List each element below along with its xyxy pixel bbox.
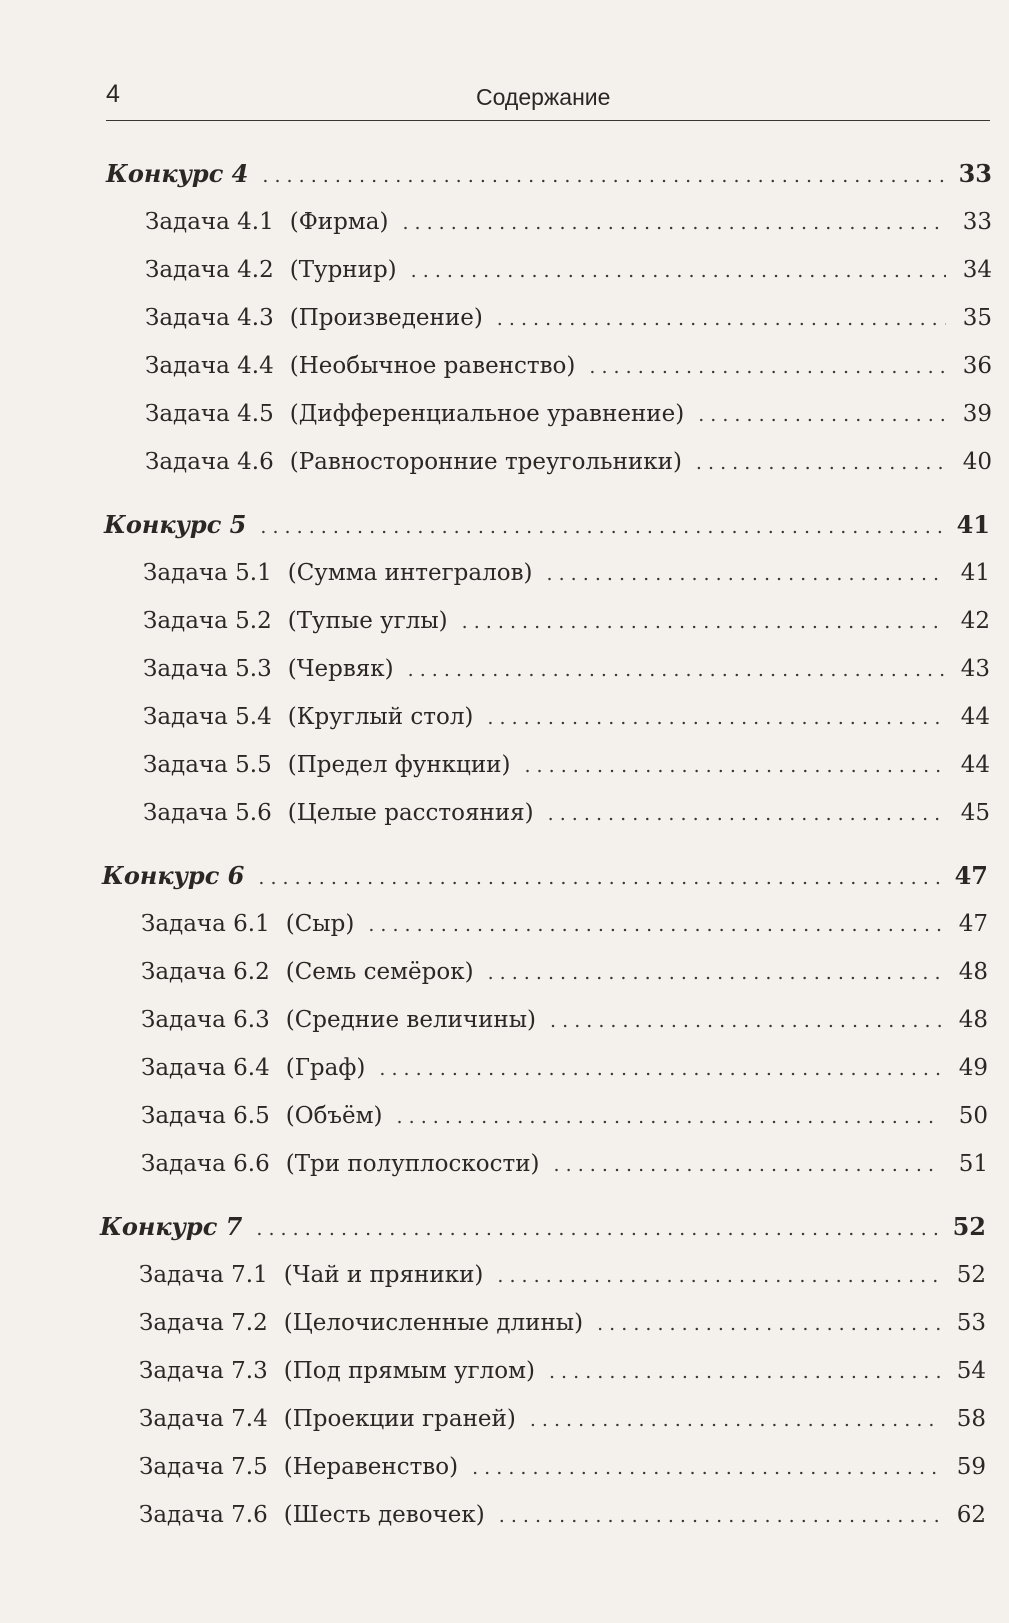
- task-name: (Фирма): [289, 209, 389, 235]
- task-name: (Турнир): [289, 257, 397, 283]
- task-name: (Семь семёрок): [285, 959, 474, 985]
- task-name: (Равносторонние треугольники): [289, 449, 682, 475]
- contest-entry-6: [102, 858, 988, 894]
- dot-leader: [258, 860, 940, 896]
- page-number: 4: [106, 80, 120, 108]
- task-page: 39: [962, 401, 992, 427]
- task-label: Задача 5.3: [143, 656, 272, 682]
- task-page: 36: [962, 353, 992, 379]
- dot-leader: [549, 1354, 940, 1390]
- dot-leader: [597, 1306, 940, 1342]
- task-name: (Проекции граней): [283, 1406, 516, 1432]
- task-name: (Круглый стол): [287, 704, 474, 730]
- toc-entry-6-5: [141, 1098, 988, 1134]
- task-page: 35: [962, 305, 992, 331]
- task-label: Задача 4.6: [145, 449, 274, 475]
- task-page: 48: [958, 1007, 988, 1033]
- task-page: 47: [958, 911, 988, 937]
- dot-leader: [524, 748, 944, 784]
- dot-leader: [548, 796, 944, 832]
- task-label: Задача 6.1: [141, 911, 270, 937]
- task-name: (Произведение): [289, 305, 483, 331]
- task-label: Задача 4.4: [145, 353, 274, 379]
- dot-leader: [550, 1003, 942, 1039]
- task-page: 43: [960, 656, 990, 682]
- dot-leader: [260, 509, 942, 545]
- task-name: (Шесть девочек): [283, 1502, 485, 1528]
- contest-entry-4: [106, 156, 992, 192]
- task-page: 50: [958, 1103, 988, 1129]
- contest-page: 33: [958, 159, 992, 188]
- task-name: (Объём): [285, 1103, 383, 1129]
- toc-entry-7-3: [139, 1353, 986, 1389]
- task-name: (Неравенство): [283, 1454, 459, 1480]
- task-page: 44: [960, 704, 990, 730]
- task-page: 40: [962, 449, 992, 475]
- task-label: Задача 7.5: [139, 1454, 268, 1480]
- task-label: Задача 7.6: [139, 1502, 268, 1528]
- toc-entry-7-6: [139, 1497, 986, 1533]
- dot-leader: [262, 158, 944, 194]
- dot-leader: [499, 1498, 940, 1534]
- dot-leader: [488, 955, 942, 991]
- dot-leader: [547, 556, 944, 592]
- dot-leader: [696, 445, 946, 481]
- contest-title: Конкурс 7: [100, 1212, 243, 1241]
- contest-page: 52: [952, 1212, 986, 1241]
- task-name: (Целочисленные длины): [283, 1310, 584, 1336]
- toc-entry-5-4: [143, 699, 990, 735]
- task-label: Задача 5.5: [143, 752, 272, 778]
- task-label: Задача 7.1: [139, 1262, 268, 1288]
- task-name: (Тупые углы): [287, 608, 448, 634]
- task-name: (Сыр): [285, 911, 355, 937]
- task-name: (Необычное равенство): [289, 353, 576, 379]
- contest-entry-7: [100, 1209, 986, 1245]
- dot-leader: [698, 397, 946, 433]
- task-name: (Червяк): [287, 656, 394, 682]
- dot-leader: [256, 1211, 938, 1247]
- task-page: 41: [960, 560, 990, 586]
- toc-entry-4-1: [145, 204, 992, 240]
- task-page: 62: [956, 1502, 986, 1528]
- toc-entry-5-2: [143, 603, 990, 639]
- task-name: (Три полуплоскости): [285, 1151, 540, 1177]
- dot-leader: [408, 652, 944, 688]
- task-page: 59: [956, 1454, 986, 1480]
- task-page: 44: [960, 752, 990, 778]
- task-label: Задача 6.3: [141, 1007, 270, 1033]
- task-label: Задача 4.3: [145, 305, 274, 331]
- toc-entry-4-3: [145, 300, 992, 336]
- toc-entry-6-3: [141, 1002, 988, 1038]
- task-page: 54: [956, 1358, 986, 1384]
- task-page: 42: [960, 608, 990, 634]
- toc-entry-7-2: [139, 1305, 986, 1341]
- task-name: (Средние величины): [285, 1007, 537, 1033]
- toc-entry-4-6: [145, 444, 992, 480]
- toc-entry-7-5: [139, 1449, 986, 1485]
- toc-entry-6-1: [141, 906, 988, 942]
- dot-leader: [462, 604, 944, 640]
- header-title: Содержание: [476, 84, 611, 110]
- toc-entry-6-6: [141, 1146, 988, 1182]
- toc-entry-5-5: [143, 747, 990, 783]
- task-page: 51: [958, 1151, 988, 1177]
- dot-leader: [497, 301, 946, 337]
- task-name: (Предел функции): [287, 752, 511, 778]
- task-label: Задача 4.5: [145, 401, 274, 427]
- task-page: 52: [956, 1262, 986, 1288]
- task-label: Задача 6.5: [141, 1103, 270, 1129]
- task-name: (Дифференциальное уравнение): [289, 401, 685, 427]
- toc-entry-5-1: [143, 555, 990, 591]
- toc-entry-6-4: [141, 1050, 988, 1086]
- dot-leader: [368, 907, 942, 943]
- task-label: Задача 5.2: [143, 608, 272, 634]
- dot-leader: [487, 700, 944, 736]
- task-page: 53: [956, 1310, 986, 1336]
- dot-leader: [411, 253, 946, 289]
- contest-page: 41: [956, 510, 990, 539]
- task-label: Задача 6.2: [141, 959, 270, 985]
- dot-leader: [497, 1258, 940, 1294]
- toc-entry-5-6: [143, 795, 990, 831]
- task-label: Задача 7.2: [139, 1310, 268, 1336]
- task-name: (Чай и пряники): [283, 1262, 484, 1288]
- task-label: Задача 7.3: [139, 1358, 268, 1384]
- task-page: 48: [958, 959, 988, 985]
- contest-title: Конкурс 6: [102, 861, 245, 890]
- task-page: 58: [956, 1406, 986, 1432]
- toc-entry-6-2: [141, 954, 988, 990]
- contest-title: Конкурс 4: [106, 159, 249, 188]
- dot-leader: [589, 349, 946, 385]
- dot-leader: [530, 1402, 940, 1438]
- task-label: Задача 7.4: [139, 1406, 268, 1432]
- task-label: Задача 5.1: [143, 560, 272, 586]
- task-name: (Целые расстояния): [287, 800, 534, 826]
- task-label: Задача 4.1: [145, 209, 274, 235]
- task-page: 45: [960, 800, 990, 826]
- contest-page: 47: [954, 861, 988, 890]
- task-name: (Под прямым углом): [283, 1358, 535, 1384]
- dot-leader: [472, 1450, 940, 1486]
- toc-entry-4-2: [145, 252, 992, 288]
- dot-leader: [397, 1099, 942, 1135]
- dot-leader: [379, 1051, 942, 1087]
- dot-leader: [554, 1147, 942, 1183]
- contest-entry-5: [104, 507, 990, 543]
- task-page: 33: [962, 209, 992, 235]
- task-name: (Сумма интегралов): [287, 560, 533, 586]
- task-label: Задача 4.2: [145, 257, 274, 283]
- task-label: Задача 6.6: [141, 1151, 270, 1177]
- toc-entry-4-4: [145, 348, 992, 384]
- task-page: 49: [958, 1055, 988, 1081]
- task-label: Задача 5.6: [143, 800, 272, 826]
- toc-entry-5-3: [143, 651, 990, 687]
- toc-entry-7-4: [139, 1401, 986, 1437]
- task-label: Задача 6.4: [141, 1055, 270, 1081]
- toc-entry-7-1: [139, 1257, 986, 1293]
- contest-title: Конкурс 5: [104, 510, 247, 539]
- task-page: 34: [962, 257, 992, 283]
- dot-leader: [402, 205, 946, 241]
- toc-entry-4-5: [145, 396, 992, 432]
- task-name: (Граф): [285, 1055, 366, 1081]
- task-label: Задача 5.4: [143, 704, 272, 730]
